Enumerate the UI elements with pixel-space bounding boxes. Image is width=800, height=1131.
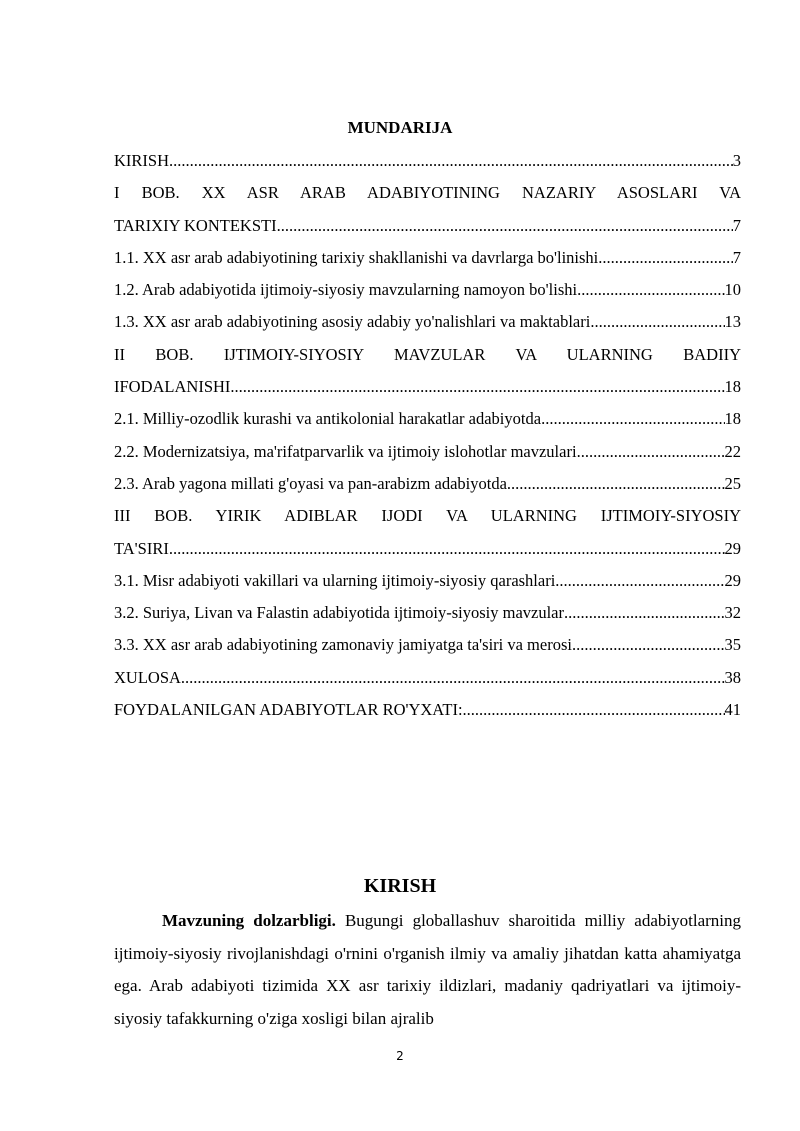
toc-entry-title: 3.2. Suriya, Livan va Falastin adabiyotida ijtimoiy-siyosiy mavzular (114, 603, 565, 623)
toc-entry-page: 7 (732, 215, 741, 235)
toc-entry-title: 1.1. XX asr arab adabiyotining tarixiy shakllanishi va davrlarga bo'linishi (114, 247, 599, 267)
toc-entry-xulosa[interactable] (114, 665, 741, 697)
toc-leader-dots (564, 600, 724, 626)
toc-leader-dots (230, 374, 724, 400)
toc-entry-title: 3.3. XX asr arab adabiyotining zamonaviy jamiyatga ta'siri va merosi (114, 635, 572, 655)
toc-entry-3-2[interactable] (114, 600, 741, 632)
toc-entry-page: 18 (724, 409, 741, 429)
toc-entry-chapter-2[interactable] (114, 374, 741, 406)
toc-entry-2-1[interactable] (114, 406, 741, 438)
toc-entry-page: 38 (724, 667, 741, 687)
toc-entry-chapter-1[interactable] (114, 213, 741, 245)
toc-entry-chapter-2-line1[interactable] (114, 342, 741, 374)
toc-entry-title: 3.1. Misr adabiyoti vakillari va ularning ijtimoiy-siyosiy qarashlari (114, 570, 556, 590)
toc-leader-dots (555, 568, 724, 594)
toc-entry-title: TARIXIY KONTEKSTI (114, 215, 277, 235)
toc-entry-page: 10 (724, 280, 741, 300)
toc-entry-page: 41 (724, 700, 741, 720)
toc-entry-title: XULOSA (114, 667, 181, 687)
toc-leader-dots (277, 213, 733, 239)
toc-leader-dots (181, 665, 725, 691)
toc-entry-title: 1.2. Arab adabiyotida ijtimoiy-siyosiy mavzularning namoyon bo'lishi (114, 280, 578, 300)
toc-entry-page: 29 (724, 570, 741, 590)
toc-entry-page: 29 (724, 538, 741, 558)
toc-entry-page: 35 (724, 635, 741, 655)
toc-entry-title: IFODALANISHI (114, 377, 231, 397)
toc-heading: MUNDARIJA (347, 118, 453, 137)
toc-entry-page: 3 (732, 151, 741, 170)
toc-entry-title: 2.1. Milliy-ozodlik kurashi va antikolonial harakatlar adabiyotda (114, 409, 542, 429)
page-number: 2 (396, 1049, 404, 1063)
toc-leader-dots (169, 148, 733, 174)
intro-paragraph (114, 905, 741, 1035)
toc-entry-chapter-3-line1[interactable] (114, 503, 741, 535)
toc-leader-dots (169, 536, 725, 562)
toc-entry-title: I BOB. XX ASR ARAB ADABIYOTINING NAZARIY ASOSLARI VA (114, 183, 741, 203)
toc-leader-dots (590, 309, 724, 335)
toc-entry-2-3[interactable] (114, 471, 741, 503)
toc-leader-dots (507, 471, 725, 497)
toc-entry-title: 2.3. Arab yagona millati g'oyasi va pan-arabizm adabiyotda (114, 473, 507, 493)
toc-leader-dots (598, 245, 732, 271)
toc-leader-dots (572, 632, 725, 658)
toc-leader-dots (541, 406, 724, 432)
toc-entry-kirish[interactable] (114, 148, 741, 180)
toc-entry-page: 32 (724, 603, 741, 623)
toc-leader-dots (577, 439, 725, 465)
toc-entry-title: KIRISH (114, 151, 170, 170)
section-title: KIRISH (363, 875, 437, 897)
toc-leader-dots (577, 277, 724, 303)
toc-entry-title: 2.2. Modernizatsiya, ma'rifatparvarlik va ijtimoiy islohotlar mavzulari (114, 441, 577, 461)
toc-entry-1-3[interactable] (114, 309, 741, 341)
toc-entry-3-3[interactable] (114, 632, 741, 664)
toc-entry-3-1[interactable] (114, 568, 741, 600)
toc-entry-2-2[interactable] (114, 439, 741, 471)
toc-entry-chapter-3[interactable] (114, 536, 741, 568)
toc-entry-page: 13 (724, 312, 741, 332)
toc-entry-title: II BOB. IJTIMOIY-SIYOSIY MAVZULAR VA ULARNING BADIIY (114, 344, 741, 364)
intro-text: Bugungi globallashuv sharoitida milliy adabiyotlarning ijtimoiy-siyosiy rivojlanishdagi o'rnini o'rganish ilmiy va amaliy jihatdan katta ahamiyatga ega. Arab adabiyoti tizimida XX asr tarixiy ildizlari, madaniy qadriyatlari va ijtimoiy-siyosiy tafakkurning o'ziga xosligi bilan ajralib (114, 911, 741, 1028)
toc-entry-title: III BOB. YIRIK ADIBLAR IJODI VA ULARNING IJTIMOIY-SIYOSIY (114, 506, 741, 526)
toc-entry-page: 22 (724, 441, 741, 461)
toc-entry-page: 18 (724, 377, 741, 397)
toc-entry-references[interactable] (114, 697, 741, 729)
toc-entry-page: 25 (724, 473, 741, 493)
toc-entry-chapter-1-line1[interactable] (114, 180, 741, 212)
toc-leader-dots (463, 697, 725, 723)
toc-entry-1-2[interactable] (114, 277, 741, 309)
toc-entry-title: TA'SIRI (114, 538, 169, 558)
table-of-contents (114, 148, 741, 729)
toc-entry-title: 1.3. XX asr arab adabiyotining asosiy adabiy yo'nalishlari va maktablari (114, 312, 591, 332)
intro-lead: Mavzuning dolzarbligi. (162, 911, 336, 930)
toc-entry-1-1[interactable] (114, 245, 741, 277)
toc-entry-page: 7 (732, 247, 741, 267)
toc-entry-title: FOYDALANILGAN ADABIYOTLAR RO'YXATI: (114, 700, 463, 720)
